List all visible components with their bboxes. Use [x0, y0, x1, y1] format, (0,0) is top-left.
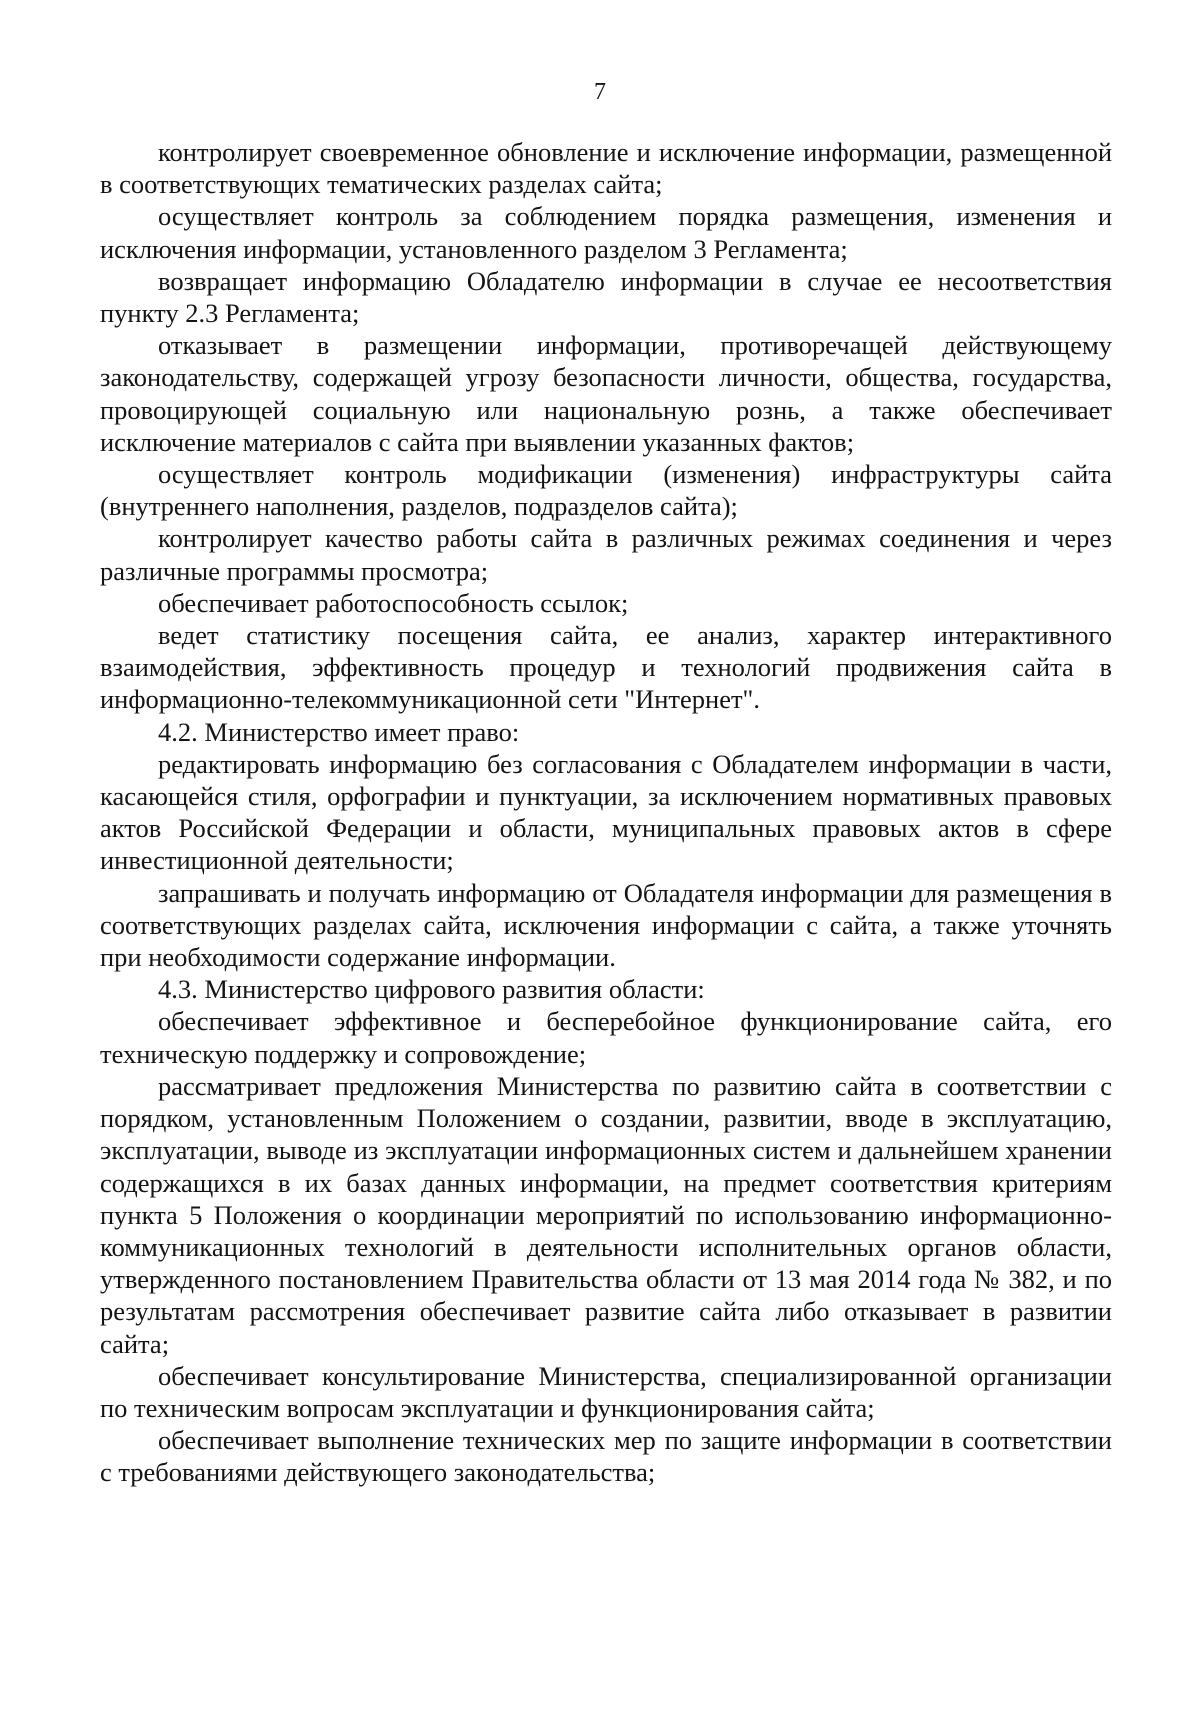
paragraph: осуществляет контроль за соблюдением порядка размещения, изменения и исключения информации, установленного разделом 3 Регламента;: [100, 201, 1112, 264]
paragraph: редактировать информацию без согласования с Обладателем информации в части, касающейся стиля, орфографии и пунктуации, за исключением нормативных правовых актов Российской Федерации и области, муниципальных правовых актов в сфере инвестиционной деятельности;: [100, 748, 1112, 876]
paragraph: осуществляет контроль модификации (изменения) инфраструктуры сайта (внутреннего наполнения, разделов, подразделов сайта);: [100, 459, 1112, 522]
paragraph: обеспечивает консультирование Министерства, специализированной организации по техническим вопросам эксплуатации и функционирования сайта;: [100, 1360, 1112, 1423]
paragraph: отказывает в размещении информации, противоречащей действующему законодательству, содержащей угрозу безопасности личности, общества, государства, провоцирующей социальную или национальную рознь, а также обеспечивает исключение материалов с сайта при выявлении указанных фактов;: [100, 330, 1112, 457]
paragraph: контролирует своевременное обновление и исключение информации, размещенной в соответствующих тематических разделах сайта;: [100, 137, 1112, 200]
paragraph: запрашивать и получать информацию от Обладателя информации для размещения в соответствующих разделах сайта, исключения информации с сайта, а также уточнять при необходимости содержание информации.: [100, 877, 1112, 973]
paragraph: обеспечивает выполнение технических мер по защите информации в соответствии с требованиями действующего законодательства;: [100, 1425, 1112, 1488]
paragraph: ведет статистику посещения сайта, ее анализ, характер интерактивного взаимодействия, эффективность процедур и технологий продвижения сайта в информационно-телекоммуникационной сети "Интернет".: [100, 620, 1112, 715]
paragraph: контролирует качество работы сайта в различных режимах соединения и через различные программы просмотра;: [100, 523, 1112, 586]
paragraph: обеспечивает эффективное и бесперебойное функционирование сайта, его техническую поддержку и сопровождение;: [100, 1006, 1112, 1069]
page-number: 7: [594, 79, 606, 105]
paragraph: обеспечивает работоспособность ссылок;: [158, 587, 629, 618]
paragraph: рассматривает предложения Министерства по развитию сайта в соответствии с порядком, установленным Положением о создании, развитии, вводе в эксплуатацию, эксплуатации, выводе из эксплуатации информационных систем и дальнейшем хранении содержащихся в их базах данных информации, на предмет соответствия критериям пункта 5 Положения о координации мероприятий по использованию информационно-коммуникационных технологий в деятельности исполнительных органов области, утвержденного постановлением Правительства области от 13 мая 2014 года № 382, и по результатам рассмотрения обеспечивает развитие сайта либо отказывает в развитии сайта;: [100, 1070, 1112, 1359]
section-heading: 4.2. Министерство имеет право:: [158, 716, 520, 747]
section-heading: 4.3. Министерство цифрового развития области:: [158, 974, 705, 1005]
paragraph: возвращает информацию Обладателю информации в случае ее несоответствия пункту 2.3 Регламента;: [100, 265, 1112, 329]
document-body: [100, 136, 1112, 1489]
